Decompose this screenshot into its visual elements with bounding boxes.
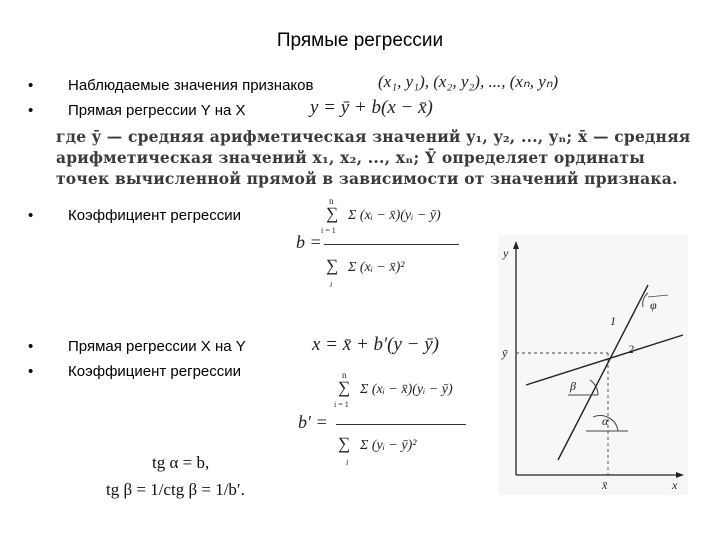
x-mean-label: x̄ — [602, 478, 608, 492]
sum-lower: i = 1 — [321, 226, 336, 235]
slide-title: Прямые регрессии — [276, 30, 444, 51]
bullet-symbol: • — [28, 207, 34, 224]
b-prime-label: b′ = — [298, 412, 328, 432]
explanation-line-2: арифметическая значений x₁, x₂, ..., xₙ; Ȳ определяет ординаты — [56, 148, 645, 167]
observed-pairs-formula: (x₁, y₁), (x₂, y₂), ..., (xₙ, yₙ) — [378, 72, 559, 91]
b-label: b = — [296, 232, 322, 252]
alpha-label: α — [602, 414, 609, 428]
phi-label: φ — [650, 298, 657, 312]
formula-b-prime — [298, 370, 478, 475]
bullet-text: Прямая регрессии Y на X — [68, 102, 246, 119]
sum-lower-short: i — [330, 280, 333, 289]
graph-background — [498, 235, 688, 495]
bullet-line-y-on-x — [28, 102, 246, 119]
sum-upper: n — [342, 370, 347, 380]
b-prime-numerator: Σ (xᵢ − x̄)(yᵢ − ȳ) — [360, 382, 453, 397]
line-2-label: 2 — [628, 342, 634, 356]
b-prime-denominator: Σ (yᵢ − ȳ)² — [360, 438, 417, 453]
sum-symbol: ∑ — [338, 378, 351, 397]
bullet-symbol: • — [28, 338, 34, 355]
bullet-text: Коэффициент регрессии — [68, 363, 242, 380]
tg-alpha-formula: tg α = b, — [152, 453, 210, 472]
bullet-observed — [28, 77, 313, 94]
bullet-coefficient-b-prime — [28, 363, 241, 380]
line-y-on-x-formula: y = ȳ + b(x − x̄) — [310, 97, 433, 118]
sum-symbol: ∑ — [338, 434, 351, 453]
sum-symbol: ∑ — [326, 204, 339, 223]
beta-label: β — [570, 379, 576, 393]
bullet-line-x-on-y — [28, 338, 246, 355]
bullet-symbol: • — [28, 102, 34, 119]
bullet-text: Наблюдаемые значения признаков — [68, 77, 314, 94]
sum-lower-short: i — [346, 458, 349, 467]
fraction-bar — [336, 424, 466, 425]
b-denominator: Σ (xᵢ − x̄)² — [348, 260, 405, 275]
tg-beta-formula: tg β = 1/ctg β = 1/b′. — [106, 480, 245, 499]
x-axis-label: x — [672, 478, 678, 492]
bullet-symbol: • — [28, 363, 34, 380]
sum-lower: i = 1 — [334, 400, 349, 409]
bullet-coefficient-b — [28, 207, 241, 224]
bullet-text: Прямая регрессии X на Y — [68, 338, 246, 355]
bullet-symbol: • — [28, 77, 34, 94]
line-1-label: 1 — [610, 314, 616, 328]
sum-upper: n — [329, 196, 334, 206]
formula-b — [296, 196, 471, 296]
explanation-line-1: где ȳ — средняя арифметическая значений y₁, y₂, ..., yₙ; x̄ — средняя — [56, 127, 691, 146]
sum-symbol: ∑ — [326, 256, 339, 275]
bullet-text: Коэффициент регрессии — [68, 207, 242, 224]
y-axis-label: y — [503, 246, 509, 260]
fraction-bar — [324, 244, 459, 245]
y-mean-label: ȳ — [502, 346, 508, 360]
line-x-on-y-formula: x = x̄ + b′(y − ȳ) — [312, 334, 440, 355]
b-numerator: Σ (xᵢ − x̄)(yᵢ − ȳ) — [348, 208, 441, 223]
explanation-line-3: точек вычисленной прямой в зависимости от значений признака. — [56, 169, 678, 188]
regression-lines-graph — [498, 235, 688, 495]
